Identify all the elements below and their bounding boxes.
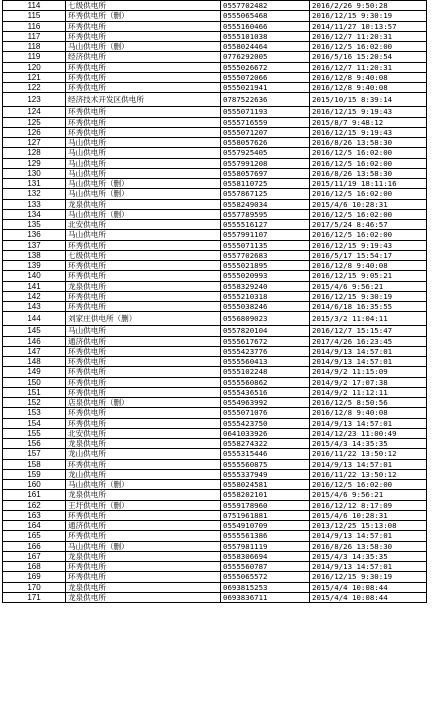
station-name-cell: 环秀供电所 [66,72,221,82]
table-row [3,230,427,240]
table-row [3,562,427,572]
account-code-cell: 0555436516 [221,387,310,397]
row-number-cell: 119 [3,52,66,62]
account-code-cell: 0555561386 [221,531,310,541]
timestamp-cell: 2014/9/2 11:15:09 [310,367,427,377]
account-code-cell: 0555065572 [221,572,310,582]
table-row [3,592,427,602]
row-number-cell: 151 [3,387,66,397]
row-number-cell: 158 [3,459,66,469]
table-row [3,408,427,418]
station-name-cell: 龙泉供电所 [66,490,221,500]
timestamp-cell: 2016/12/8 9:40:08 [310,261,427,271]
account-code-cell: 0555072066 [221,72,310,82]
row-number-cell: 156 [3,439,66,449]
row-number-cell: 142 [3,291,66,301]
account-code-cell: 0693836711 [221,592,310,602]
timestamp-cell: 2015/11/19 18:11:16 [310,179,427,189]
row-number-cell: 171 [3,592,66,602]
timestamp-cell: 2015/4/6 9:56:21 [310,490,427,500]
table-row [3,52,427,62]
station-name-cell: 环秀供电所 [66,107,221,117]
account-code-cell: 0555160466 [221,21,310,31]
row-number-cell: 120 [3,62,66,72]
station-name-cell: 环秀供电所 [66,127,221,137]
account-code-cell: 0555210318 [221,291,310,301]
account-code-cell: 0555026672 [221,62,310,72]
station-name-cell: 通济供电所 [66,521,221,531]
station-name-cell: 龙泉供电所 [66,582,221,592]
station-name-cell: 马山供电所（删） [66,42,221,52]
station-name-cell: 马山供电所 [66,138,221,148]
account-code-cell: 0555337949 [221,469,310,479]
timestamp-cell: 2016/12/15 9:05:21 [310,271,427,281]
spreadsheet [2,0,427,603]
station-name-cell: 马山供电所（删） [66,480,221,490]
timestamp-cell: 2014/11/27 10:13:57 [310,21,427,31]
table-row [3,521,427,531]
account-code-cell: 0555102248 [221,367,310,377]
account-code-cell: 0555560787 [221,562,310,572]
account-code-cell: 0556809023 [221,312,310,326]
row-number-cell: 126 [3,127,66,137]
table-row [3,500,427,510]
timestamp-cell: 2016/12/8 9:40:08 [310,83,427,93]
row-number-cell: 139 [3,261,66,271]
station-name-cell: 马山供电所（删） [66,179,221,189]
row-number-cell: 133 [3,199,66,209]
station-name-cell: 北安供电所 [66,428,221,438]
station-name-cell: 环秀供电所 [66,510,221,520]
account-code-cell: 0555516127 [221,220,310,230]
timestamp-cell: 2016/12/15 9:30:19 [310,572,427,582]
timestamp-cell: 2014/9/13 14:57:01 [310,459,427,469]
table-body [3,1,427,603]
row-number-cell: 153 [3,408,66,418]
station-name-cell: 环秀供电所 [66,367,221,377]
station-name-cell: 环秀供电所 [66,117,221,127]
account-code-cell: 0557702683 [221,250,310,260]
table-row [3,336,427,346]
row-number-cell: 131 [3,179,66,189]
timestamp-cell: 2014/9/13 14:57:01 [310,531,427,541]
station-name-cell: 七级供电所 [66,250,221,260]
row-number-cell: 157 [3,449,66,459]
row-number-cell: 159 [3,469,66,479]
row-number-cell: 152 [3,398,66,408]
row-number-cell: 128 [3,148,66,158]
row-number-cell: 170 [3,582,66,592]
timestamp-cell: 2013/12/25 15:13:08 [310,521,427,531]
timestamp-cell: 2014/9/13 14:57:01 [310,357,427,367]
account-code-cell: 0557702482 [221,1,310,11]
station-name-cell: 环秀供电所 [66,387,221,397]
station-name-cell: 刘家庄供电所（删） [66,312,221,326]
station-name-cell: 环秀供电所 [66,377,221,387]
station-name-cell: 环秀供电所 [66,261,221,271]
row-number-cell: 123 [3,93,66,107]
table-row [3,72,427,82]
table-row [3,346,427,356]
timestamp-cell: 2015/3/2 11:04:11 [310,312,427,326]
account-code-cell: 0558024581 [221,480,310,490]
row-number-cell: 143 [3,302,66,312]
account-code-cell: 0554910709 [221,521,310,531]
station-name-cell: 环秀供电所 [66,418,221,428]
row-number-cell: 161 [3,490,66,500]
table-row [3,31,427,41]
table-row [3,199,427,209]
station-name-cell: 环秀供电所 [66,291,221,301]
row-number-cell: 137 [3,240,66,250]
account-code-cell: 0555101038 [221,31,310,41]
account-code-cell: 0558329240 [221,281,310,291]
account-code-cell: 0557991107 [221,230,310,240]
account-code-cell: 0558057697 [221,168,310,178]
timestamp-cell: 2016/5/17 15:54:17 [310,250,427,260]
timestamp-cell: 2016/12/5 8:50:56 [310,398,427,408]
row-number-cell: 164 [3,521,66,531]
row-number-cell: 168 [3,562,66,572]
account-code-cell: 0776292005 [221,52,310,62]
row-number-cell: 130 [3,168,66,178]
table-row [3,220,427,230]
station-name-cell: 马山供电所 [66,148,221,158]
station-name-cell: 北安供电所 [66,220,221,230]
table-row [3,367,427,377]
account-code-cell: 0558110725 [221,179,310,189]
table-row [3,271,427,281]
account-code-cell: 0555020993 [221,271,310,281]
row-number-cell: 114 [3,1,66,11]
row-number-cell: 148 [3,357,66,367]
station-name-cell: 环秀供电所 [66,83,221,93]
account-code-cell: 0555071207 [221,127,310,137]
table-row [3,510,427,520]
account-code-cell: 0693815253 [221,582,310,592]
station-name-cell: 经济技术开发区供电所 [66,93,221,107]
timestamp-cell: 2016/8/26 13:58:30 [310,541,427,551]
timestamp-cell: 2016/11/22 13:50:12 [310,449,427,459]
table-row [3,83,427,93]
station-name-cell: 经济供电所 [66,52,221,62]
timestamp-cell: 2016/12/7 11:20:31 [310,31,427,41]
station-name-cell: 马山供电所 [66,158,221,168]
timestamp-cell: 2016/12/15 9:30:19 [310,291,427,301]
station-name-cell: 王圩供电所（删） [66,500,221,510]
table-row [3,209,427,219]
account-code-cell: 0641033926 [221,428,310,438]
row-number-cell: 141 [3,281,66,291]
table-row [3,240,427,250]
station-name-cell: 店泉供电所（删） [66,398,221,408]
table-row [3,62,427,72]
account-code-cell: 0557820104 [221,326,310,336]
account-code-cell: 0555423776 [221,346,310,356]
timestamp-cell: 2016/12/15 9:19:43 [310,240,427,250]
row-number-cell: 127 [3,138,66,148]
timestamp-cell: 2016/12/15 9:30:19 [310,11,427,21]
account-code-cell: 0787522636 [221,93,310,107]
table-row [3,281,427,291]
table-row [3,250,427,260]
timestamp-cell: 2016/8/26 13:58:30 [310,168,427,178]
timestamp-cell: 2016/2/26 9:50:28 [310,1,427,11]
station-name-cell: 环秀供电所 [66,271,221,281]
timestamp-cell: 2015/4/4 10:08:44 [310,582,427,592]
account-code-cell: 0558274322 [221,439,310,449]
timestamp-cell: 2015/4/3 14:35:35 [310,439,427,449]
table-row [3,107,427,117]
timestamp-cell: 2016/12/5 16:02:00 [310,158,427,168]
timestamp-cell: 2016/12/5 16:02:00 [310,189,427,199]
table-row [3,148,427,158]
table-row [3,418,427,428]
account-code-cell: 0557789595 [221,209,310,219]
account-code-cell: 0555021941 [221,83,310,93]
timestamp-cell: 2014/9/2 11:12:11 [310,387,427,397]
table-row [3,158,427,168]
table-row [3,189,427,199]
timestamp-cell: 2016/12/7 11:20:31 [310,62,427,72]
timestamp-cell: 2015/4/3 14:35:35 [310,551,427,561]
account-code-cell: 0557925405 [221,148,310,158]
station-name-cell: 环秀供电所 [66,357,221,367]
table-row [3,469,427,479]
station-name-cell: 环秀供电所 [66,346,221,356]
row-number-cell: 167 [3,551,66,561]
station-name-cell: 马山供电所 [66,230,221,240]
row-number-cell: 147 [3,346,66,356]
table-row [3,302,427,312]
table-row [3,459,427,469]
station-name-cell: 通济供电所 [66,336,221,346]
row-number-cell: 129 [3,158,66,168]
row-number-cell: 155 [3,428,66,438]
table-row [3,387,427,397]
account-code-cell: 0555071076 [221,408,310,418]
row-number-cell: 135 [3,220,66,230]
row-number-cell: 150 [3,377,66,387]
table-row [3,93,427,107]
table-row [3,179,427,189]
station-name-cell: 马山供电所 [66,168,221,178]
table-row [3,21,427,31]
row-number-cell: 115 [3,11,66,21]
account-code-cell: 0555065468 [221,11,310,21]
table-row [3,326,427,336]
station-name-cell: 龙山供电所 [66,449,221,459]
account-code-cell: 0559178960 [221,500,310,510]
row-number-cell: 138 [3,250,66,260]
timestamp-cell: 2014/9/2 17:07:38 [310,377,427,387]
account-code-cell: 0555315446 [221,449,310,459]
account-code-cell: 0555560413 [221,357,310,367]
table-row [3,377,427,387]
timestamp-cell: 2016/12/7 15:15:47 [310,326,427,336]
row-number-cell: 118 [3,42,66,52]
table-row [3,439,427,449]
table-row [3,490,427,500]
station-name-cell: 龙泉供电所 [66,592,221,602]
row-number-cell: 166 [3,541,66,551]
timestamp-cell: 2016/12/8 9:40:08 [310,72,427,82]
account-code-cell: 0555617672 [221,336,310,346]
table-row [3,428,427,438]
account-code-cell: 0558249034 [221,199,310,209]
table-row [3,531,427,541]
timestamp-cell: 2016/12/5 16:02:00 [310,209,427,219]
station-name-cell: 马山供电所（删） [66,189,221,199]
station-name-cell: 环秀供电所 [66,240,221,250]
row-number-cell: 163 [3,510,66,520]
table-row [3,291,427,301]
account-code-cell: 0558306694 [221,551,310,561]
account-code-cell: 0555423750 [221,418,310,428]
row-number-cell: 124 [3,107,66,117]
account-code-cell: 0558057626 [221,138,310,148]
timestamp-cell: 2014/9/13 14:57:01 [310,346,427,356]
timestamp-cell: 2016/12/12 8:17:09 [310,500,427,510]
data-table [2,0,427,603]
station-name-cell: 龙泉供电所 [66,199,221,209]
station-name-cell: 环秀供电所 [66,31,221,41]
timestamp-cell: 2015/8/7 9:48:12 [310,117,427,127]
timestamp-cell: 2015/4/6 10:28:31 [310,510,427,520]
account-code-cell: 0557991208 [221,158,310,168]
table-row [3,168,427,178]
row-number-cell: 121 [3,72,66,82]
timestamp-cell: 2016/8/26 13:58:30 [310,138,427,148]
row-number-cell: 140 [3,271,66,281]
row-number-cell: 144 [3,312,66,326]
row-number-cell: 146 [3,336,66,346]
row-number-cell: 162 [3,500,66,510]
timestamp-cell: 2014/6/18 16:35:55 [310,302,427,312]
timestamp-cell: 2015/10/15 8:39:14 [310,93,427,107]
timestamp-cell: 2015/4/4 10:08:44 [310,592,427,602]
station-name-cell: 环秀供电所 [66,62,221,72]
table-row [3,127,427,137]
account-code-cell: 0555071135 [221,240,310,250]
account-code-cell: 0557867125 [221,189,310,199]
row-number-cell: 145 [3,326,66,336]
station-name-cell: 马山供电所（删） [66,209,221,219]
station-name-cell: 龙山供电所 [66,469,221,479]
row-number-cell: 160 [3,480,66,490]
table-row [3,398,427,408]
row-number-cell: 169 [3,572,66,582]
timestamp-cell: 2017/5/24 8:46:57 [310,220,427,230]
table-row [3,480,427,490]
table-row [3,572,427,582]
table-row [3,42,427,52]
row-number-cell: 122 [3,83,66,93]
row-number-cell: 125 [3,117,66,127]
row-number-cell: 116 [3,21,66,31]
row-number-cell: 165 [3,531,66,541]
account-code-cell: 0555071193 [221,107,310,117]
row-number-cell: 149 [3,367,66,377]
timestamp-cell: 2014/9/13 14:57:01 [310,562,427,572]
table-row [3,138,427,148]
station-name-cell: 马山供电所（删） [66,541,221,551]
row-number-cell: 136 [3,230,66,240]
timestamp-cell: 2014/9/13 14:57:01 [310,418,427,428]
timestamp-cell: 2016/5/16 15:20:54 [310,52,427,62]
timestamp-cell: 2016/12/8 9:40:08 [310,408,427,418]
station-name-cell: 环秀供电所 [66,562,221,572]
table-row [3,449,427,459]
station-name-cell: 龙泉供电所 [66,551,221,561]
table-row [3,357,427,367]
timestamp-cell: 2015/4/6 9:56:21 [310,281,427,291]
row-number-cell: 154 [3,418,66,428]
station-name-cell: 环秀供电所（删） [66,11,221,21]
table-row [3,541,427,551]
table-row [3,117,427,127]
table-row [3,312,427,326]
timestamp-cell: 2016/12/5 16:02:00 [310,148,427,158]
timestamp-cell: 2016/12/5 16:02:00 [310,480,427,490]
row-number-cell: 134 [3,209,66,219]
timestamp-cell: 2016/12/15 9:19:43 [310,127,427,137]
station-name-cell: 马山供电所 [66,326,221,336]
table-row [3,261,427,271]
table-row [3,582,427,592]
table-row [3,551,427,561]
station-name-cell: 七级供电所 [66,1,221,11]
account-code-cell: 0751961881 [221,510,310,520]
account-code-cell: 0554963992 [221,398,310,408]
account-code-cell: 0557981119 [221,541,310,551]
timestamp-cell: 2016/12/5 16:02:00 [310,230,427,240]
account-code-cell: 0558024464 [221,42,310,52]
table-row [3,11,427,21]
station-name-cell: 环秀供电所 [66,21,221,31]
account-code-cell: 0555038246 [221,302,310,312]
timestamp-cell: 2016/12/15 9:19:43 [310,107,427,117]
account-code-cell: 0558202101 [221,490,310,500]
table-row [3,1,427,11]
station-name-cell: 环秀供电所 [66,459,221,469]
account-code-cell: 0555021895 [221,261,310,271]
timestamp-cell: 2016/12/5 16:02:00 [310,42,427,52]
row-number-cell: 132 [3,189,66,199]
station-name-cell: 环秀供电所 [66,302,221,312]
station-name-cell: 龙泉供电所 [66,439,221,449]
station-name-cell: 环秀供电所 [66,408,221,418]
timestamp-cell: 2014/12/23 11:00:49 [310,428,427,438]
station-name-cell: 龙泉供电所 [66,281,221,291]
timestamp-cell: 2017/4/26 16:23:45 [310,336,427,346]
station-name-cell: 环秀供电所 [66,531,221,541]
station-name-cell: 环秀供电所 [66,572,221,582]
account-code-cell: 0555716559 [221,117,310,127]
timestamp-cell: 2015/4/6 10:28:31 [310,199,427,209]
timestamp-cell: 2016/11/22 13:50:12 [310,469,427,479]
row-number-cell: 117 [3,31,66,41]
account-code-cell: 0555560875 [221,459,310,469]
account-code-cell: 0555560862 [221,377,310,387]
